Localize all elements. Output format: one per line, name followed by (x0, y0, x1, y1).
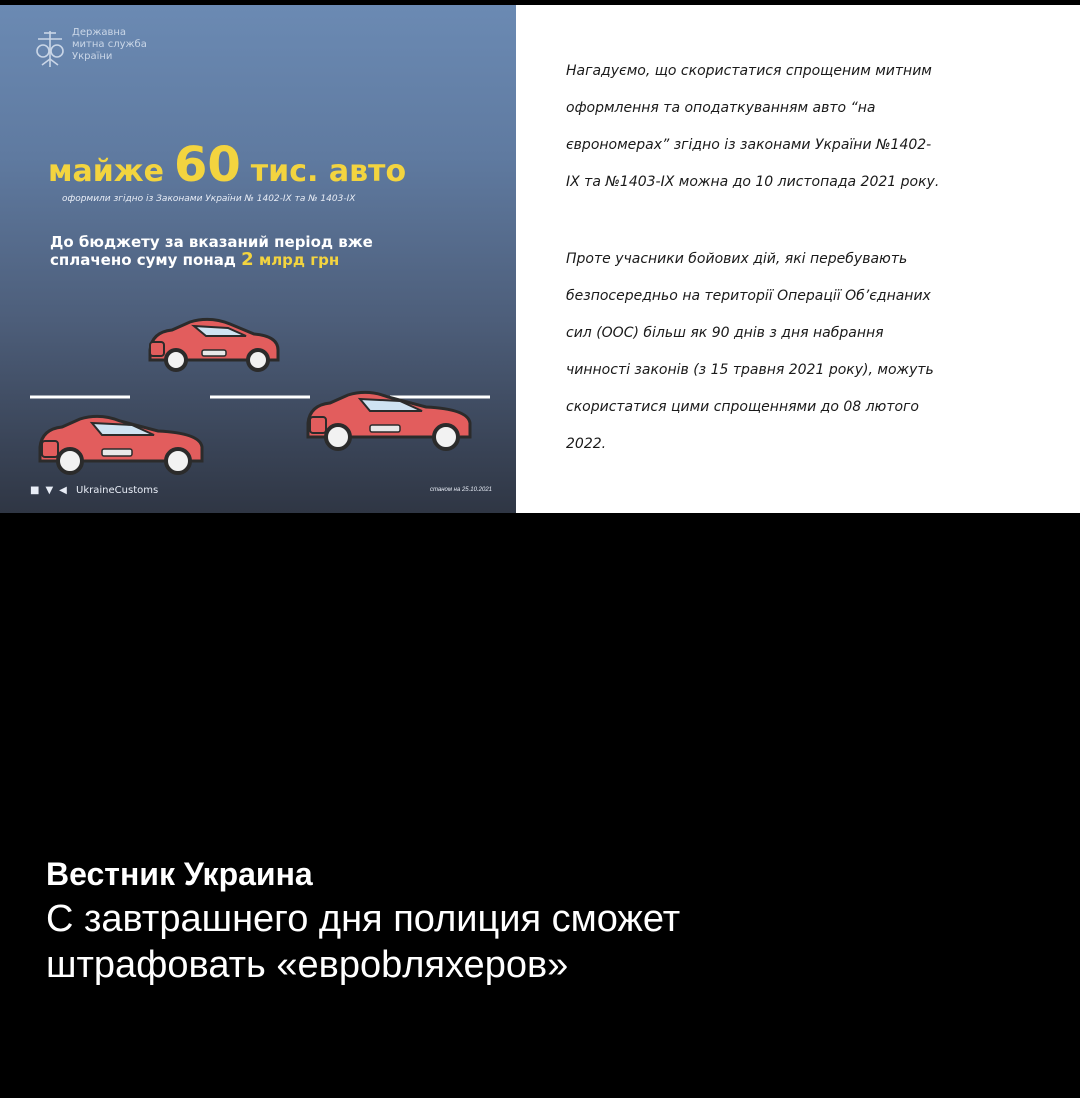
notice-line: скористатися цими спрощеннями до 08 лютого (566, 399, 919, 415)
post-caption[interactable] (46, 852, 1036, 988)
twitter-icon: ▼ (45, 485, 54, 496)
social-handle: UkraineCustoms (76, 485, 159, 496)
notice-line: 2022. (566, 436, 607, 452)
headline-suffix: тис. авто (250, 154, 407, 189)
logo-line: митна служба (72, 39, 147, 50)
headline-prefix: майже (48, 154, 164, 189)
social-links (30, 485, 164, 496)
budget-amount: 2 (241, 249, 254, 270)
notice-line: єврономерах” згідно із законами України №1402- (566, 137, 932, 153)
notice-line: оформлення та оподаткуванням авто “на (566, 100, 876, 116)
logo-line: України (72, 51, 113, 62)
budget-line-2: сплачено суму понад (50, 251, 236, 269)
telegram-icon: ◀ (59, 485, 67, 496)
headline-number: 60 (174, 137, 241, 193)
car-icon (308, 392, 470, 449)
post-title-line-2[interactable]: штрафовать «еврobляхеров» (46, 944, 569, 986)
budget-line-1: До бюджету за вказаний період вже (50, 233, 373, 251)
notice-line: безпосередньо на території Операції Об’єднаних (566, 288, 931, 304)
notice-line: Проте учасники бойових дій, які перебувають (566, 251, 908, 267)
logo-line: Державна (72, 27, 127, 38)
notice-line: ІХ та №1403-ІХ можна до 10 листопада 2021 року. (566, 174, 940, 190)
post-image[interactable] (0, 5, 1080, 513)
car-icon (40, 416, 202, 473)
notice-line: Нагадуємо, що скористатися спрощеним митним (566, 63, 932, 79)
source-name[interactable]: Вестник Украина (46, 856, 313, 892)
post-title-line-1[interactable]: С завтрашнего дня полиция сможет (46, 898, 681, 940)
facebook-icon: ■ (30, 485, 40, 496)
car-icon (150, 319, 278, 370)
notice-line: сил (ООС) більш як 90 днів з дня набрання (566, 325, 884, 341)
budget-unit: млрд грн (258, 251, 340, 269)
customs-infographic (0, 5, 516, 513)
date-note: станом на 25.10.2021 (429, 487, 492, 493)
infographic-subline: оформили згідно із Законами України № 1402-ІХ та № 1403-ІХ (62, 194, 356, 204)
notice-line: чинності законів (з 15 травня 2021 року), можуть (566, 362, 934, 378)
customs-notice (516, 5, 1080, 513)
cars-illustration (0, 5, 516, 513)
